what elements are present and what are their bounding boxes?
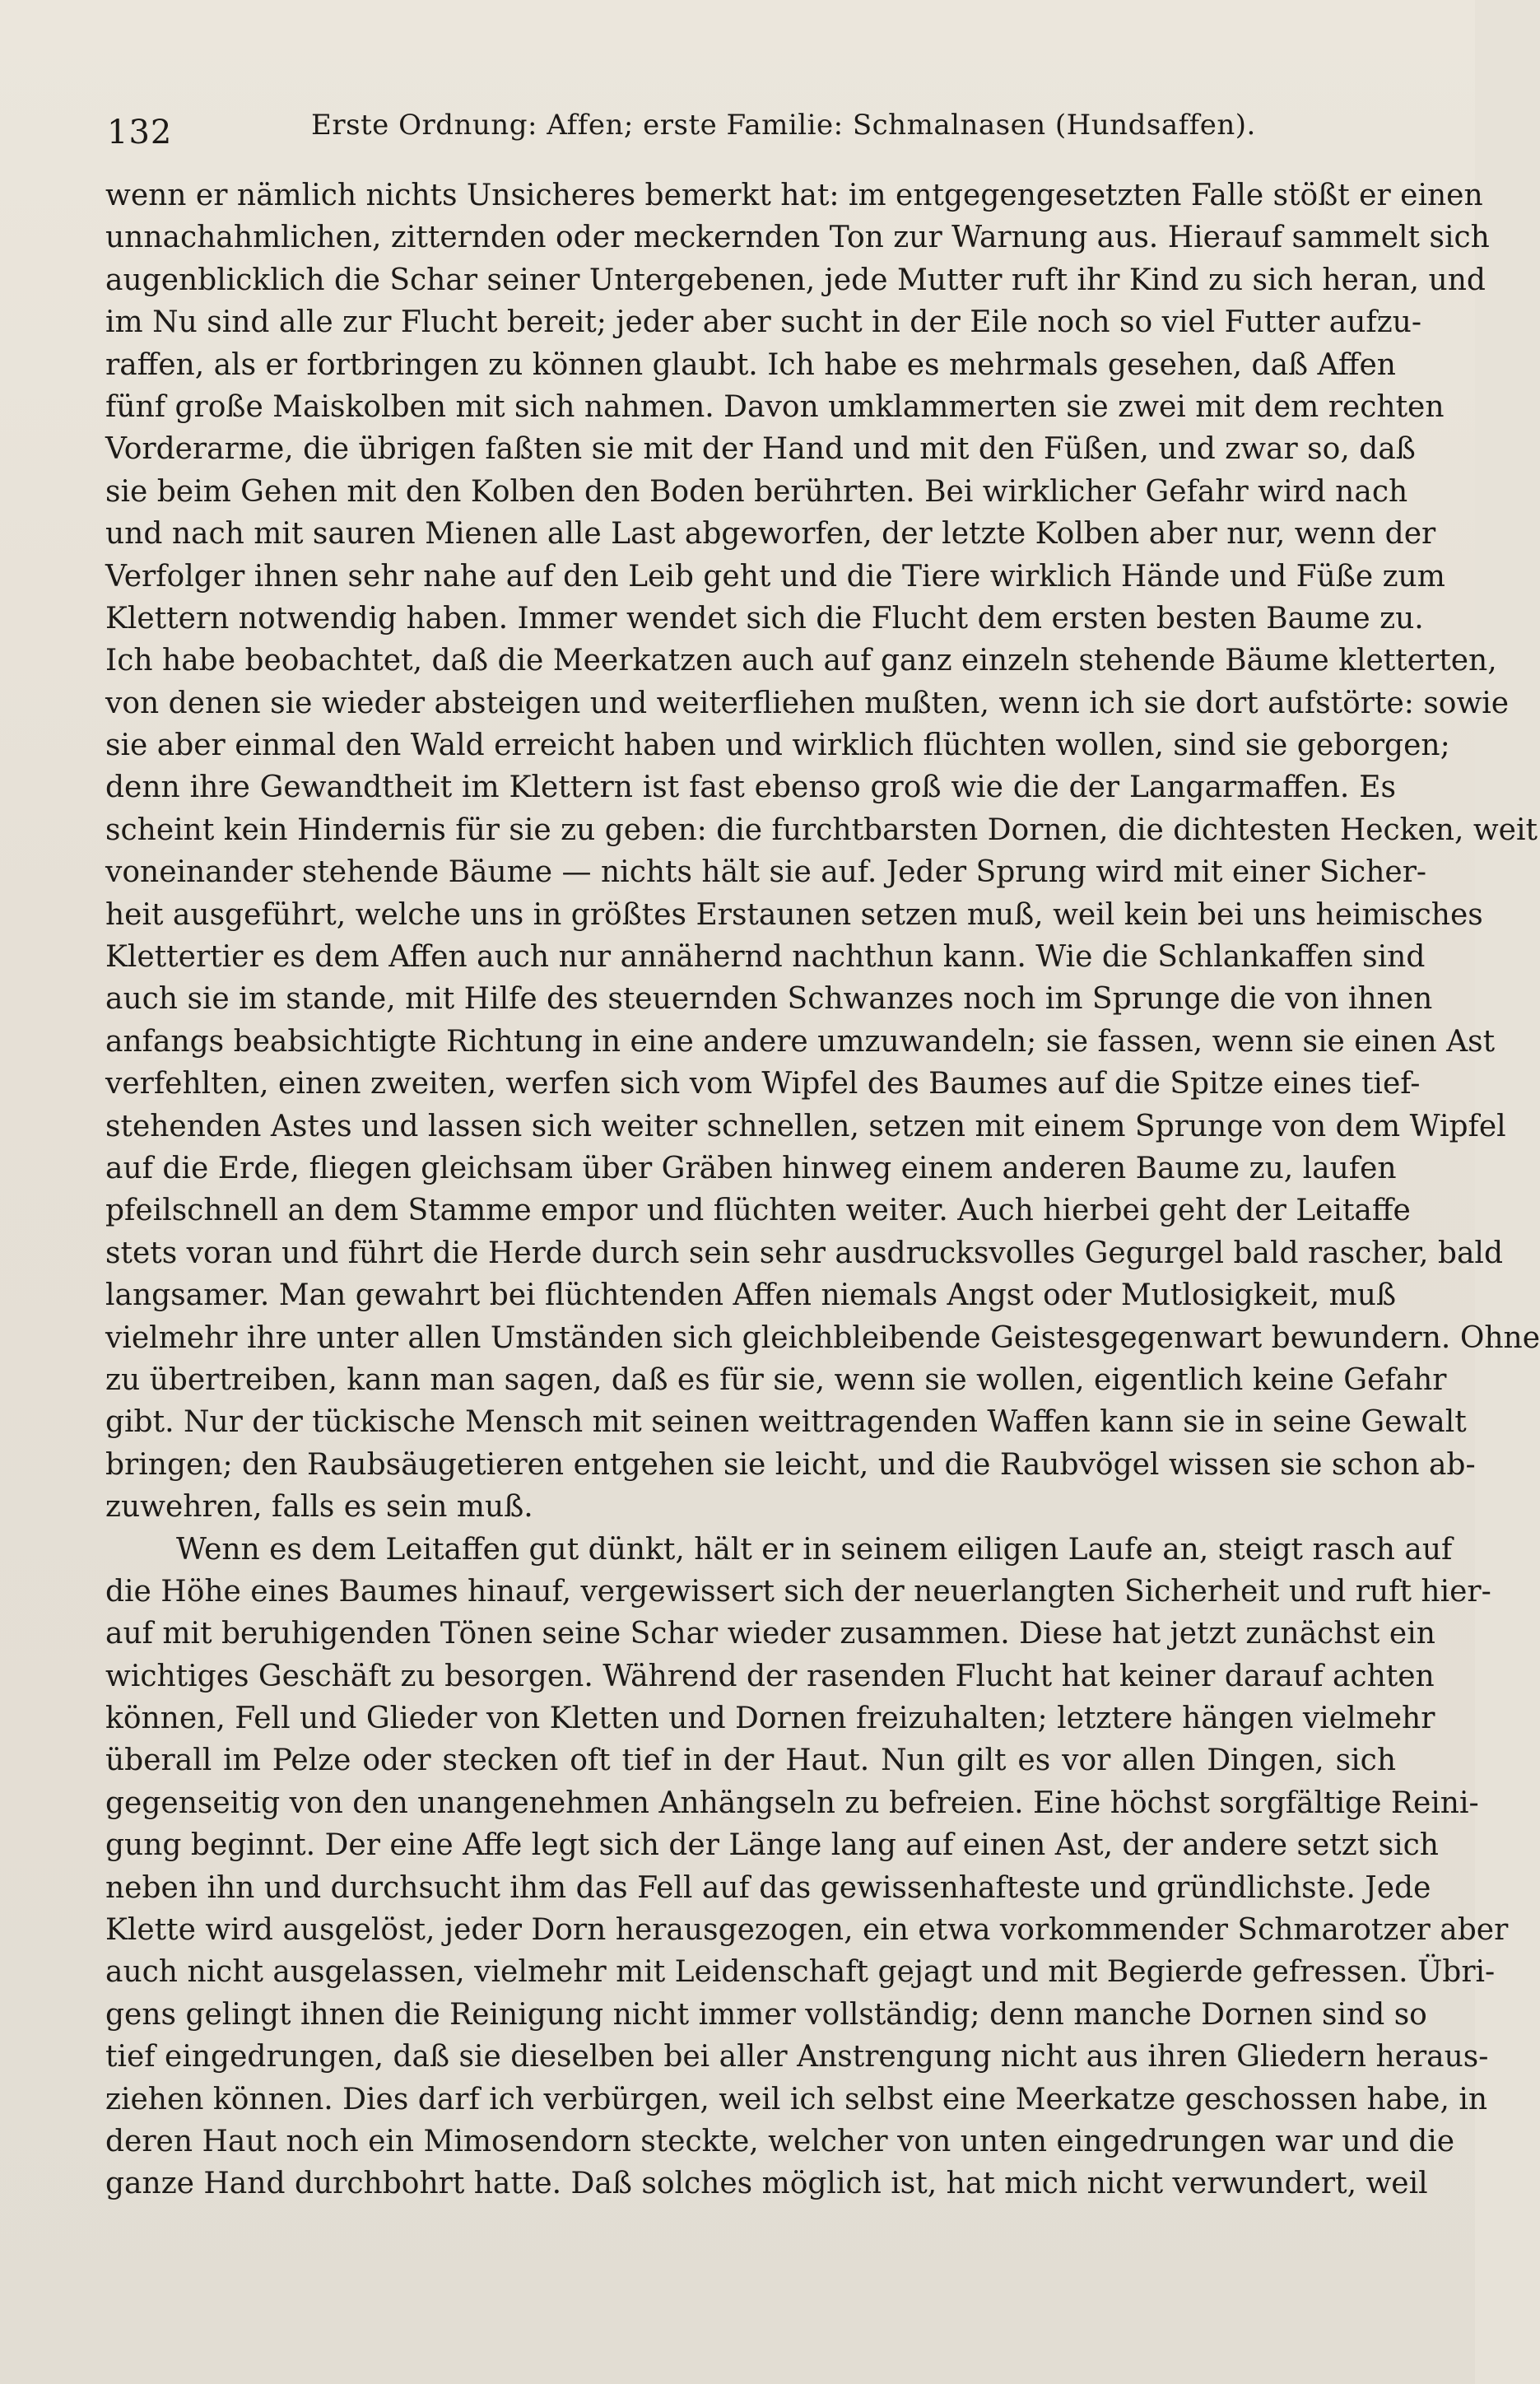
text-line: und nach mit sauren Mienen alle Last abgeworfen, der letzte Kolben aber nur, wenn der [105, 517, 1436, 552]
text-line: Ich habe beobachtet, daß die Meerkatzen auch auf ganz einzeln stehende Bäume kletterten, [105, 644, 1497, 678]
text-line: anfangs beabsichtigte Richtung in eine andere umzuwandeln; sie fassen, wenn sie einen Ast [105, 1024, 1496, 1059]
text-line: pfeilschnell an dem Stamme empor und flüchten weiter. Auch hierbei geht der Leitaffe [105, 1194, 1411, 1228]
text-line: zuwehren, falls es sein muß. [105, 1490, 533, 1525]
text-line: sie beim Gehen mit den Kolben den Boden berührten. Bei wirklicher Gefahr wird nach [105, 474, 1408, 509]
text-line: auf die Erde, fliegen gleichsam über Gräben hinweg einem anderen Baume zu, laufen [105, 1151, 1397, 1185]
text-line: langsamer. Man gewahrt bei flüchtenden Affen niemals Angst oder Mutlosigkeit, muß [105, 1278, 1396, 1313]
text-line: unnachahmlichen, zitternden oder meckernden Ton zur Warnung aus. Hierauf sammelt sich [105, 221, 1490, 255]
text-line: ziehen können. Dies darf ich verbürgen, weil ich selbst eine Meerkatze geschossen habe, in [105, 2082, 1488, 2116]
text-line: von denen sie wieder absteigen und weiterfliehen mußten, wenn ich sie dort aufstörte: sowie [105, 686, 1510, 720]
text-line: heit ausgeführt, welche uns in größtes Erstaunen setzen muß, weil kein bei uns heimisches [105, 897, 1483, 932]
text-line: neben ihn und durchsucht ihm das Fell auf das gewissenhafteste und gründlichste. Jede [105, 1870, 1431, 1905]
text-line: scheint kein Hindernis für sie zu geben: die furchtbarsten Dornen, die dichtesten Hecken, weit [105, 813, 1538, 847]
text-line: wenn er nämlich nichts Unsicheres bemerkt hat: im entgegengesetzten Falle stößt er einen [105, 179, 1483, 212]
text-line: stehenden Astes und lassen sich weiter schnellen, setzen mit einem Sprunge von dem Wipfel [105, 1109, 1506, 1143]
text-line: Wenn es dem Leitaffen gut dünkt, hält er in seinem eiligen Laufe an, steigt rasch auf [176, 1532, 1453, 1567]
text-line: fünf große Maiskolben mit sich nahmen. Davon umklammerten sie zwei mit dem rechten [105, 389, 1445, 424]
text-line: gens gelingt ihnen die Reinigung nicht immer vollständig; denn manche Dornen sind so [105, 1997, 1427, 2032]
paragraph-1 [105, 175, 1540, 1529]
text-line: im Nu sind alle zur Flucht bereit; jeder aber sucht in der Eile noch so viel Futter aufzu- [105, 305, 1422, 340]
text-line: tief eingedrungen, daß sie dieselben bei aller Anstrengung nicht aus ihren Gliedern heraus- [105, 2040, 1489, 2074]
text-line: gung beginnt. Der eine Affe legt sich der Länge lang auf einen Ast, der andere setzt sich [105, 1828, 1439, 1863]
paragraph-2 [105, 1529, 1509, 2205]
body-text [105, 175, 1540, 2205]
text-line: Klettertier es dem Affen auch nur annähernd nachthun kann. Wie die Schlankaffen sind [105, 940, 1426, 975]
text-line: deren Haut noch ein Mimosendorn steckte, welcher von unten eingedrungen war und die [105, 2124, 1455, 2158]
text-line: Verfolger ihnen sehr nahe auf den Leib geht und die Tiere wirklich Hände und Füße zum [105, 559, 1445, 594]
text-line: Vorderarme, die übrigen faßten sie mit der Hand und mit den Füßen, und zwar so, daß [105, 432, 1416, 467]
text-line: auch nicht ausgelassen, vielmehr mit Leidenschaft gejagt und mit Begierde gefressen. Übri- [105, 1955, 1496, 1990]
text-line: wichtiges Geschäft zu besorgen. Während der rasenden Flucht hat keiner darauf achten [105, 1659, 1435, 1693]
text-line: voneinander stehende Bäume — nichts hält sie auf. Jeder Sprung wird mit einer Sicher- [105, 855, 1427, 890]
text-line: stets voran und führt die Herde durch sein sehr ausdrucksvolles Gegurgel bald rascher, bald [105, 1236, 1503, 1270]
text-line: sie aber einmal den Wald erreicht haben und wirklich flüchten wollen, sind sie geborgen; [105, 729, 1450, 763]
text-line: Klettern notwendig haben. Immer wendet sich die Flucht dem ersten besten Baume zu. [105, 601, 1424, 636]
text-line: augenblicklich die Schar seiner Untergebenen, jede Mutter ruft ihr Kind zu sich heran, und [105, 263, 1486, 297]
text-line: verfehlten, einen zweiten, werfen sich vom Wipfel des Baumes auf die Spitze eines tief- [105, 1067, 1421, 1101]
text-line: gegenseitig von den unangenehmen Anhängseln zu befreien. Eine höchst sorgfältige Reini- [105, 1786, 1479, 1820]
text-line: vielmehr ihre unter allen Umständen sich gleichbleibende Geistesgegenwart bewundern. Ohne [105, 1320, 1540, 1355]
text-line: überall im Pelze oder stecken oft tief in der Haut. Nun gilt es vor allen Dingen, sich [105, 1744, 1396, 1778]
text-line: zu übertreiben, kann man sagen, daß es für sie, wenn sie wollen, eigentlich keine Gefahr [105, 1362, 1447, 1397]
text-line: auf mit beruhigenden Tönen seine Schar wieder zusammen. Diese hat jetzt zunächst ein [105, 1617, 1435, 1651]
text-line: raffen, als er fortbringen zu können glaubt. Ich habe es mehrmals gesehen, daß Affen [105, 347, 1396, 382]
text-line: die Höhe eines Baumes hinauf, vergewissert sich der neuerlangten Sicherheit und ruft hier- [105, 1574, 1491, 1609]
text-line: denn ihre Gewandtheit im Klettern ist fast ebenso groß wie die der Langarmaffen. Es [105, 771, 1396, 805]
running-head: Erste Ordnung: Affen; erste Familie: Schmalnasen (Hundsaffen). [311, 109, 1256, 142]
page-header [107, 97, 1391, 155]
text-line: auch sie im stande, mit Hilfe des steuernden Schwanzes noch im Sprunge die von ihnen [105, 982, 1433, 1017]
text-line: bringen; den Raubsäugetieren entgehen sie leicht, und die Raubvögel wissen sie schon ab- [105, 1447, 1476, 1482]
text-line: ganze Hand durchbohrt hatte. Daß solches möglich ist, hat mich nicht verwundert, weil [105, 2167, 1428, 2201]
page-number: 132 [107, 114, 173, 151]
text-line: können, Fell und Glieder von Kletten und Dornen freizuhalten; letztere hängen vielmehr [105, 1702, 1435, 1736]
text-line: gibt. Nur der tückische Mensch mit seinen weittragenden Waffen kann sie in seine Gewalt [105, 1405, 1467, 1440]
text-line: Klette wird ausgelöst, jeder Dorn herausgezogen, ein etwa vorkommender Schmarotzer aber [105, 1913, 1509, 1948]
